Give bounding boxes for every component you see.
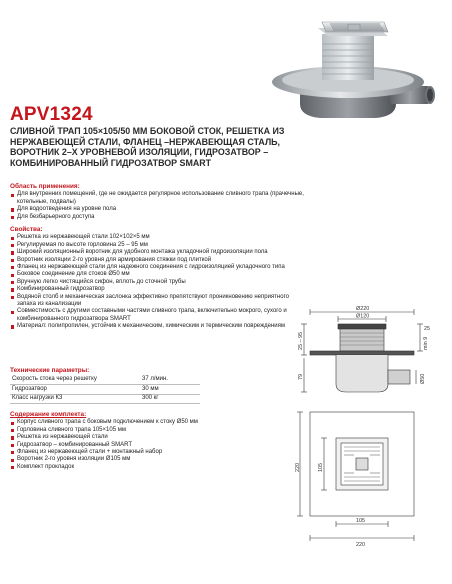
table-row (10, 394, 200, 404)
param-name: Скорость стока через решетку (10, 375, 140, 384)
list-item: Воротник изоляции 2-го уровня для армирования стяжки под плиткой (10, 257, 306, 264)
list-item: Широкий изоляционный воротник для удобного монтажа укладочной гидроизоляции пола (10, 249, 306, 256)
dim-height-220: 220 (295, 463, 301, 472)
kit-title: Содержание комплекта: (10, 411, 87, 418)
list-item: Комбинированный гидрозатвор (10, 286, 306, 293)
list-item: Фланец из нержавеющей стали для надежного соединения с гидроизоляцией укладочного типа (10, 264, 306, 271)
list-item: Водяной столб и механическая заслонка эффективно препятствуют проникновению неприятного запаха из канализации (10, 294, 306, 309)
properties-section (10, 226, 306, 331)
model-code: APV1324 (10, 104, 93, 125)
param-name: Класс нагрузки К3 (10, 394, 140, 404)
dim-width-220: 220 (356, 542, 365, 548)
list-item: Корпус сливного трапа с боковым подключением к стоку Ø50 мм (10, 419, 306, 426)
list-item: Решетка из нержавеющей стали 102×102×5 мм (10, 234, 306, 241)
dim-height-79: 79 (298, 374, 304, 380)
list-item: Регулируемая по высоте горловина 25 – 95 мм (10, 242, 306, 249)
tech-section (10, 367, 306, 404)
table-row (10, 375, 200, 384)
product-description: СЛИВНОЙ ТРАП 105×105/50 ММ БОКОВОЙ СТОК, РЕШЕТКА ИЗ НЕРЖАВЕЮЩЕЙ СТАЛИ, ФЛАНЕЦ –НЕРЖАВЕЮЩАЯ СТАЛЬ, ВОРОТНИК 2–Х УРОВНЕВОЙ ИЗОЛЯЦИИ, ГИДРОЗАТВОР – КОМБИНИРОВАННЫЙ ГИДРОЗАТВОР SMART (10, 126, 285, 168)
dim-diam-220: Ø220 (356, 306, 370, 312)
kit-section (10, 411, 306, 471)
list-item: Решетка из нержавеющей стали (10, 434, 306, 441)
application-title: Область применения: (10, 183, 80, 190)
list-item: Для внутренних помещений, где не ожидается регулярное использование сливного трапа (прачечные, котельные, подвалы) (10, 191, 306, 206)
list-item: Для водоотведения на уровне пола (10, 206, 306, 213)
list-item: Гидрозатвор – комбинированный SMART (10, 442, 306, 449)
technical-drawing (296, 300, 448, 562)
dim-diam-50: Ø50 (420, 373, 426, 384)
list-item: Комплект прокладок (10, 464, 306, 471)
param-value: 300 кг (140, 394, 200, 404)
list-item: Вручную легко чистящийся сифон, вплоть до сточной трубы (10, 279, 306, 286)
list-item: Боковое соединение для стоков Ø50 мм (10, 271, 306, 278)
application-section (10, 183, 306, 221)
list-item: Воротник 2-го уровня изоляции Ø105 мм (10, 456, 306, 463)
dim-min-9: min 9 (423, 336, 429, 350)
list-item: Фланец из нержавеющей стали + монтажный набор (10, 449, 306, 456)
dim-diam-120: Ø120 (356, 313, 370, 320)
list-item: Горловина сливного трапа 105×105 мм (10, 427, 306, 434)
list-item: Совместимость с другими составными частями сливного трапа, включительно мокрого, сухого и комбинированного гидрозатвора SMART (10, 308, 306, 323)
list-item: Для безбарьерного доступа (10, 214, 306, 221)
tech-table (10, 375, 200, 404)
dim-height-25-95: 25 – 95 (298, 332, 304, 350)
dim-height-105: 105 (318, 463, 324, 472)
properties-title: Свойства: (10, 226, 43, 233)
dim-val-25: 25 (424, 326, 430, 332)
param-value: 30 мм (140, 385, 200, 395)
table-row (10, 385, 200, 395)
tech-title: Технические параметры: (10, 367, 90, 374)
param-value: 37 л/мин. (140, 375, 200, 384)
param-name: Гидрозатвор (10, 385, 140, 395)
list-item: Материал: полипропилен, устойчив к механическим, химическим и термическим повреждениям (10, 323, 306, 330)
dim-width-105: 105 (356, 518, 365, 524)
